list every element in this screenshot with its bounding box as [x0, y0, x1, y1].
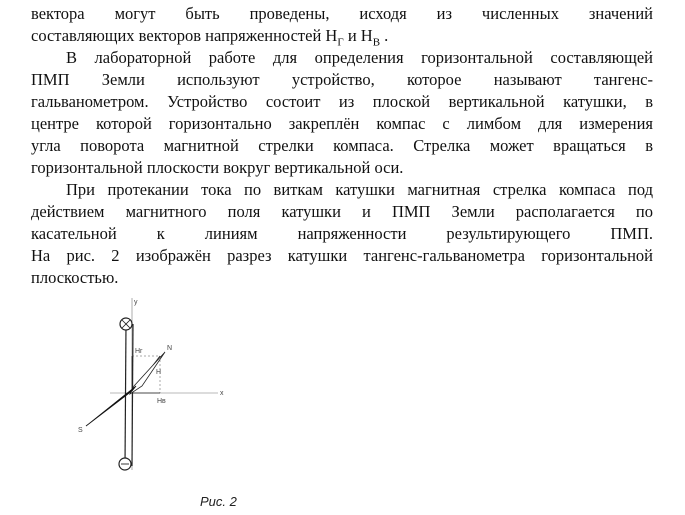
- subscript-v: В: [372, 36, 381, 49]
- figure-coil-section: [70, 290, 240, 480]
- text-line: составляющих векторов напряженностей $Н_Г$ и $Н_В$ .: [31, 26, 389, 49]
- label-hr: Hг: [135, 348, 143, 355]
- text-line: При протекании тока по виткам катушки магнитная стрелка компаса под: [66, 180, 653, 199]
- needle-south: [86, 386, 136, 426]
- text-line: горизонтальной плоскости вокруг вертикальной оси.: [31, 158, 404, 177]
- subscript-g: Г: [337, 36, 344, 49]
- text-line: касательной к линиям напряженности результирующего ПМП.: [31, 224, 653, 243]
- figure-caption: Рис. 2: [200, 494, 237, 509]
- text-line: угла поворота магнитной стрелки компаса. Стрелка может вращаться в: [31, 136, 653, 155]
- label-x: x: [220, 390, 224, 397]
- text-line: ПМП Земли используют устройство, которое называют тангенс-: [31, 70, 653, 89]
- paragraph-tangent-galvanometer: [31, 47, 653, 179]
- text-line: На рис. 2 изображён разрез катушки тангенс-гальванометра горизонтальной: [31, 246, 653, 265]
- label-n: N: [167, 345, 173, 352]
- text-line: действием магнитного поля катушки и ПМП Земли располагается по: [31, 202, 653, 221]
- text-line: плоскостью.: [31, 268, 119, 287]
- text-line: В лабораторной работе для определения горизонтальной составляющей: [66, 48, 653, 67]
- label-s: S: [78, 427, 83, 434]
- label-y: y: [134, 299, 138, 306]
- text-line: гальванометром. Устройство состоит из плоской вертикальной катушки, в: [31, 92, 653, 111]
- paragraph-continuation: [31, 3, 653, 53]
- text-line: вектора могут быть проведены, исходя из численных значений: [31, 4, 653, 23]
- label-h: H: [156, 369, 162, 376]
- text-line: центре которой горизонтально закреплён компас с лимбом для измерения: [31, 114, 653, 133]
- paragraph-current-flow: [31, 179, 653, 289]
- label-hb: Hв: [157, 398, 166, 405]
